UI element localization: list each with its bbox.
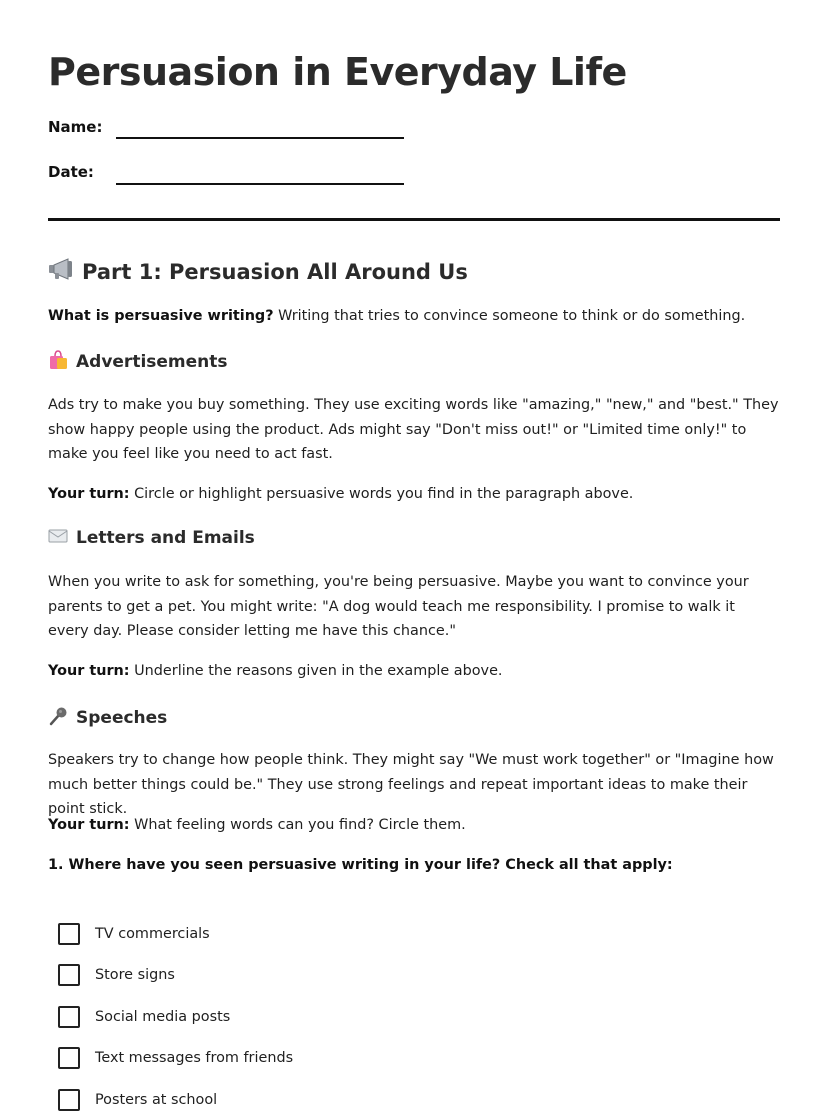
- name-field-label: Name:: [48, 118, 103, 136]
- checkbox-label: Posters at school: [95, 1092, 218, 1108]
- date-field-label: Date:: [48, 163, 94, 181]
- turn-label: Your turn:: [48, 663, 130, 679]
- definition-paragraph: [48, 305, 780, 327]
- checkbox-label: Text messages from friends: [95, 1050, 294, 1066]
- advertisements-turn: [48, 483, 780, 505]
- checkbox-option[interactable]: [58, 1046, 293, 1070]
- checkbox-option[interactable]: [58, 1005, 230, 1029]
- turn-text: Circle or highlight persuasive words you find in the paragraph above.: [129, 486, 634, 502]
- letters-heading: [48, 528, 255, 548]
- turn-text: What feeling words can you find? Circle them.: [129, 817, 466, 833]
- letters-paragraph: When you write to ask for something, you're being persuasive. Maybe you want to convince your parents to get a pet. You might write: "A dog would teach me responsibility. I promise to walk it every day. Please consider letting me have this chance.": [48, 574, 749, 639]
- date-field[interactable]: [116, 183, 404, 185]
- checkbox-option[interactable]: [58, 963, 175, 987]
- microphone-icon: [48, 706, 68, 730]
- advertisements-heading: [48, 350, 228, 374]
- checkbox[interactable]: [58, 923, 80, 945]
- speeches-paragraph: Speakers try to change how people think. They might say "We must work together" or "Imagine how much better things could be." They use strong feelings and repeat important ideas to make their point stick.: [48, 752, 774, 817]
- checkbox-label: Social media posts: [95, 1009, 231, 1025]
- turn-label: Your turn:: [48, 486, 130, 502]
- letters-heading-text: Letters and Emails: [76, 528, 255, 548]
- part1-heading: [48, 257, 468, 286]
- definition-text: Writing that tries to convince someone to think or do something.: [273, 308, 746, 324]
- checkbox-option[interactable]: [58, 1088, 217, 1112]
- speeches-turn: [48, 814, 780, 836]
- name-field[interactable]: [116, 137, 404, 139]
- page-title: Persuasion in Everyday Life: [48, 50, 627, 94]
- advertisements-heading-text: Advertisements: [76, 352, 228, 372]
- turn-label: Your turn:: [48, 817, 130, 833]
- checkbox-option[interactable]: [58, 922, 210, 946]
- checkbox[interactable]: [58, 1047, 80, 1069]
- checkbox-label: TV commercials: [95, 926, 210, 942]
- shopping-bags-icon: [48, 350, 68, 374]
- part1-heading-text: Part 1: Persuasion All Around Us: [82, 259, 468, 284]
- turn-text: Underline the reasons given in the example above.: [129, 663, 503, 679]
- megaphone-icon: [48, 257, 74, 286]
- definition-term: What is persuasive writing?: [48, 308, 274, 324]
- header-divider: [48, 218, 780, 221]
- checkbox[interactable]: [58, 964, 80, 986]
- speeches-heading: [48, 706, 167, 730]
- checkbox[interactable]: [58, 1006, 80, 1028]
- advertisements-paragraph: Ads try to make you buy something. They use exciting words like "amazing," "new," and "best." They show happy people using the product. Ads might say "Don't miss out!" or "Limited time only!" to make you feel like you need to act fast.: [48, 397, 779, 462]
- letters-turn: [48, 660, 780, 682]
- checkbox-label: Store signs: [95, 967, 175, 983]
- checkbox[interactable]: [58, 1089, 80, 1111]
- envelope-icon: [48, 528, 68, 548]
- question-1: 1. Where have you seen persuasive writing in your life? Check all that apply:: [48, 857, 673, 873]
- speeches-heading-text: Speeches: [76, 708, 168, 728]
